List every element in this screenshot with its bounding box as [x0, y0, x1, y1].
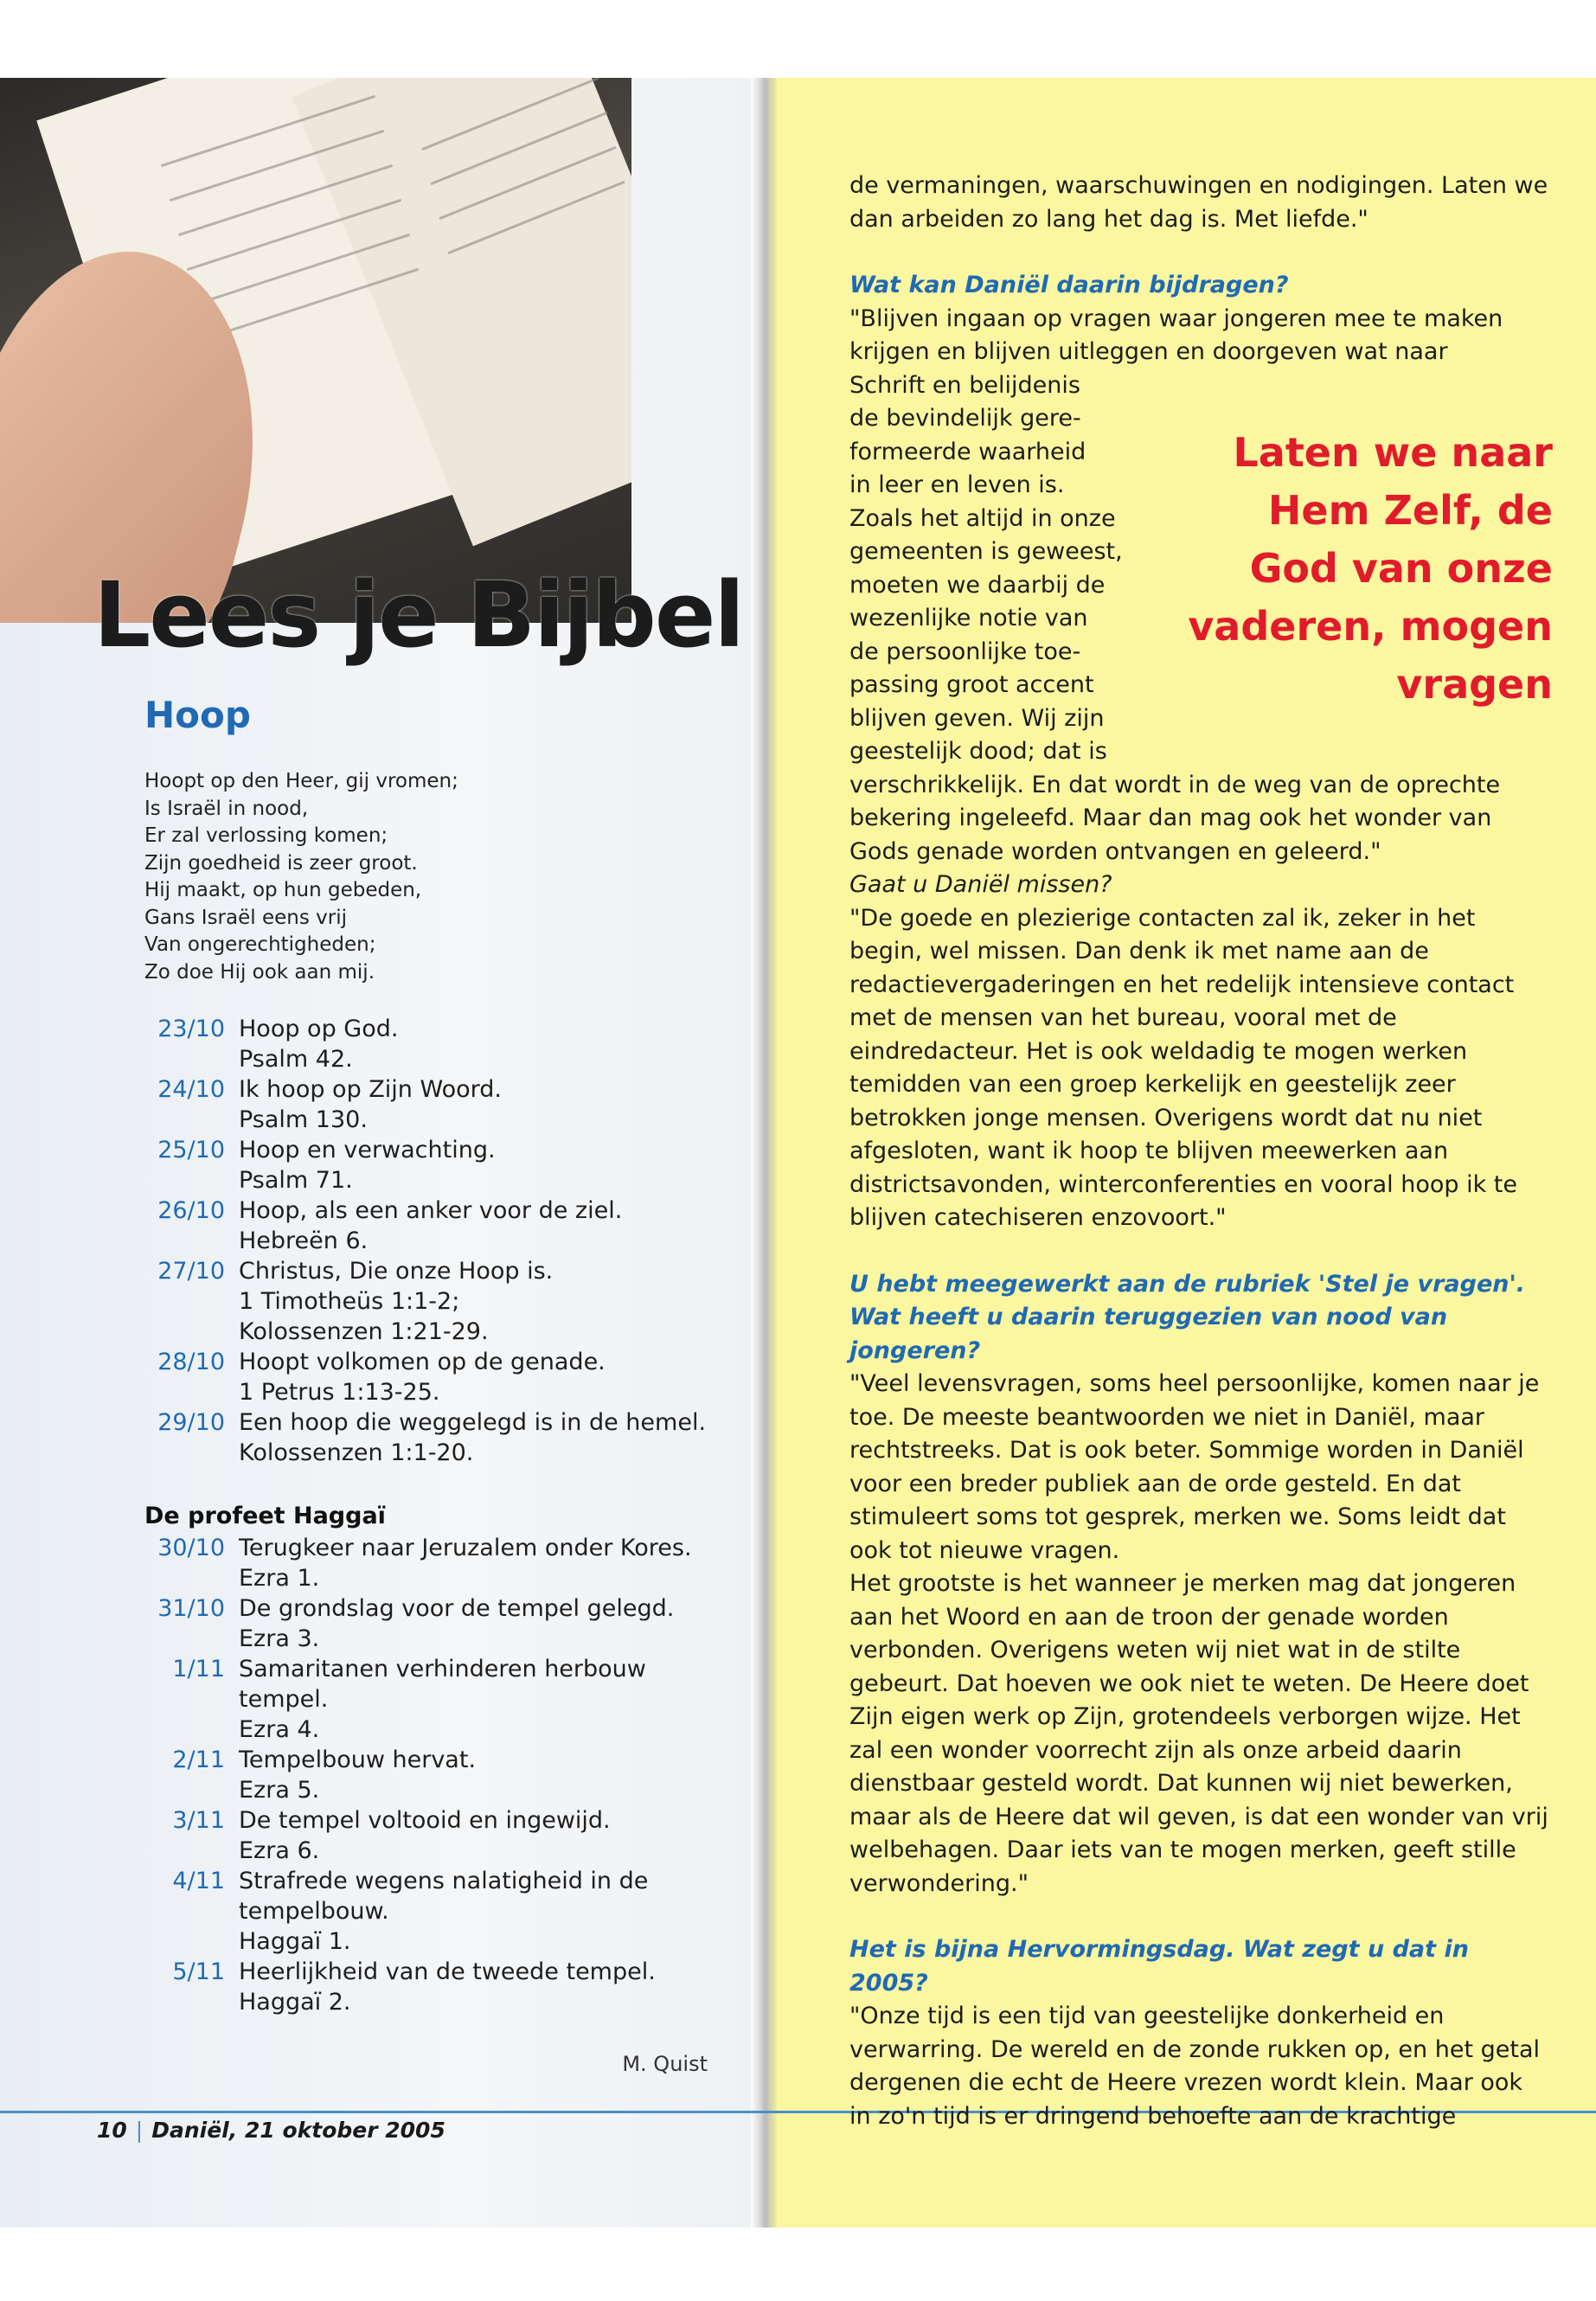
reading-entry	[130, 1533, 692, 1593]
reading-entry	[130, 1866, 692, 1957]
reading-date: 1/11	[172, 1656, 225, 1682]
reading-schedule-hoop	[130, 1014, 706, 1468]
reading-date: 31/10	[157, 1595, 225, 1622]
reading-text: Christus, Die onze Hoop is. 1 Timotheüs 1:1-2; Kolossenzen 1:21-29.	[239, 1258, 554, 1345]
reading-text: Strafrede wegens nalatigheid in de tempelbouw. Haggaï 1.	[239, 1868, 649, 1955]
reading-text: Samaritanen verhinderen herbouw tempel. Ezra 4.	[239, 1656, 646, 1743]
reading-date: 30/10	[157, 1535, 225, 1561]
reading-text: Hoop en verwachting. Psalm 71.	[239, 1137, 496, 1194]
issue-info: Daniël, 21 oktober 2005	[151, 2118, 445, 2143]
reading-date: 23/10	[157, 1016, 225, 1042]
author-credit: M. Quist	[622, 2052, 708, 2076]
paragraph: "Veel levensvragen, soms heel persoonlijke, komen naar je toe. De meeste beantwoorden we niet in Daniël, maar rechtstreeks. Dat is ook beter. Sommige worden in Daniël voor een breder publiek aan de orde gesteld. En dat stimuleert soms tot gesprek, merken we. Soms leidt dat ook tot nieuwe vragen.	[849, 1370, 1540, 1564]
narrow-paragraph	[849, 369, 1135, 769]
reading-schedule-haggai	[130, 1533, 692, 2017]
poem-line: Van ongerechtigheden;	[144, 933, 376, 956]
reading-entry	[130, 1256, 706, 1347]
bible-photo	[0, 78, 631, 623]
paragraph: "De goede en plezierige contacten zal ik, zeker in het begin, wel missen. Dan denk ik met name aan de redactievergaderingen en het redelijk intensieve contact met de mensen van het bureau, vooral met de eindredacteur. Het is ook weldadig te mogen werken temidden van een groep kerkelijk en geestelijk zeer betrokken jonge mensen. Overigens wordt dat nu niet afgesloten, want ik hoop te blijven meewerken aan districtsavonden, winterconferenties en vooral hoop ik te blijven catechiseren enzovoort."	[849, 904, 1517, 1231]
text-line: moeten we daarbij de	[849, 571, 1106, 599]
reading-text: Een hoop die weggelegd is in de hemel. Kolossenzen 1:1-20.	[239, 1409, 707, 1466]
haggai-heading: De profeet Haggaï	[144, 1503, 386, 1529]
page-title: Lees je Bijbel	[93, 562, 744, 668]
paragraph: "Onze tijd is een tijd van geestelijke donkerheid en verwarring. De wereld en de zonde rukken op, en het getal dergenen die echt de Heere vrezen wordt klein. Maar ook in zo'n tijd is er dringend behoefte aan de krachtige	[849, 2003, 1540, 2130]
reading-text: Ik hoop op Zijn Woord. Psalm 130.	[239, 1076, 502, 1133]
reading-entry	[130, 1805, 692, 1866]
reading-entry	[130, 1195, 706, 1256]
poem-line: Hij maakt, op hun gebeden,	[144, 879, 422, 901]
page-gutter	[751, 78, 777, 2227]
poem	[144, 768, 458, 986]
reading-date: 29/10	[157, 1409, 225, 1436]
poem-line: Hoopt op den Heer, gij vromen;	[144, 770, 458, 792]
reading-text: Heerlijkheid van de tweede tempel. Haggaï 2.	[239, 1958, 656, 2016]
reading-text: De grondslag voor de tempel gelegd. Ezra 3.	[239, 1595, 675, 1652]
poem-line: Er zal verlossing komen;	[144, 824, 388, 847]
reading-entry	[130, 1407, 706, 1468]
section-title: Hoop	[144, 694, 251, 736]
reading-entry	[130, 1654, 692, 1745]
interview-question: Wat kan Daniël daarin bijdragen?	[849, 272, 1289, 298]
reading-text: Hoop op God. Psalm 42.	[239, 1016, 399, 1073]
reading-text: Tempelbouw hervat. Ezra 5.	[239, 1747, 477, 1804]
reading-text: Hoopt volkomen op de genade. 1 Petrus 1:13-25.	[239, 1349, 606, 1406]
text-line: passing groot accent	[849, 671, 1094, 698]
reading-entry	[130, 1347, 706, 1407]
reading-date: 26/10	[157, 1197, 225, 1224]
interview-question: Gaat u Daniël missen?	[849, 871, 1112, 898]
reading-date: 5/11	[172, 1958, 225, 1985]
reading-entry	[130, 1957, 692, 2017]
text-line: formeerde waarheid	[849, 438, 1086, 465]
paragraph: Het grootste is het wanneer je merken mag dat jongeren aan het Woord en aan de troon der genade worden verbonden. Overigens weten wij niet wat in de stilte gebeurt. Dat hoeven we ook niet te weten. De Heere doet Zijn eigen werk op Zijn, grotendeels verborgen wijze. Het zal een wonder voorrecht zijn als onze arbeid daarin dienstbaar gesteld wordt. Dat kunnen wij niet bewerken, maar als de Heere dat wil geven, is dat een wonder van vrij welbehagen. Daar iets van te mogen merken, geeft stille verwondering."	[849, 1570, 1548, 1897]
text-line: de bevindelijk gere-	[849, 405, 1081, 432]
reading-text: Terugkeer naar Jeruzalem onder Kores. Ezra 1.	[239, 1535, 692, 1592]
footer-separator: |	[135, 2118, 144, 2143]
interview-question: Het is bijna Hervormingsdag. Wat zegt u dat in 2005?	[849, 1936, 1469, 1997]
reading-entry	[130, 1135, 706, 1195]
text-line: blijven geven. Wij zijn	[849, 704, 1105, 732]
text-line: Schrift en belijdenis	[849, 371, 1080, 399]
page-number: 10	[97, 2118, 127, 2143]
text-line: geestelijk dood; dat is	[849, 738, 1107, 765]
poem-line: Is Israël in nood,	[144, 797, 309, 820]
paragraph: verschrikkelijk. En dat wordt in de weg van de oprechte bekering ingeleefd. Maar dan mag ook het wonder van Gods genade worden ontvangen en geleerd."	[849, 771, 1501, 865]
reading-entry	[130, 1745, 692, 1805]
poem-line: Zo doe Hij ook aan mij.	[144, 960, 375, 984]
reading-date: 27/10	[157, 1258, 225, 1285]
pull-quote: Laten we naar Hem Zelf, de God van onze vaderen, mogen vragen	[1188, 429, 1553, 708]
paragraph: "Blijven ingaan op vragen waar jongeren mee te maken krijgen en blijven uitleggen en doorgeven wat naar	[849, 304, 1503, 365]
reading-date: 3/11	[172, 1807, 225, 1834]
reading-date: 28/10	[157, 1349, 225, 1375]
reading-date: 4/11	[172, 1868, 225, 1894]
text-line: in leer en leven is.	[849, 471, 1065, 498]
reading-entry	[130, 1074, 706, 1135]
poem-line: Gans Israël eens vrij	[144, 906, 347, 929]
reading-entry	[130, 1593, 692, 1654]
paragraph: de vermaningen, waarschuwingen en nodigingen. Laten we dan arbeiden zo lang het dag is. Met liefde."	[849, 172, 1548, 233]
reading-date: 2/11	[172, 1747, 225, 1773]
reading-text: De tempel voltooid en ingewijd. Ezra 6.	[239, 1807, 611, 1864]
poem-line: Zijn goedheid is zeer groot.	[144, 851, 418, 875]
page-footer	[97, 2118, 445, 2143]
text-line: gemeenten is geweest,	[849, 538, 1123, 565]
text-line: de persoonlijke toe-	[849, 638, 1081, 665]
reading-date: 25/10	[157, 1137, 225, 1163]
reading-entry	[130, 1014, 706, 1074]
text-line: wezenlijke notie van	[849, 605, 1088, 631]
reading-date: 24/10	[157, 1076, 225, 1103]
reading-text: Hoop, als een anker voor de ziel. Hebreën 6.	[239, 1197, 623, 1254]
text-line: Zoals het altijd in onze	[849, 504, 1116, 532]
interview-question: U hebt meegewerkt aan de rubriek 'Stel je vragen'. Wat heeft u daarin teruggezien van nood van jongeren?	[849, 1270, 1525, 1364]
